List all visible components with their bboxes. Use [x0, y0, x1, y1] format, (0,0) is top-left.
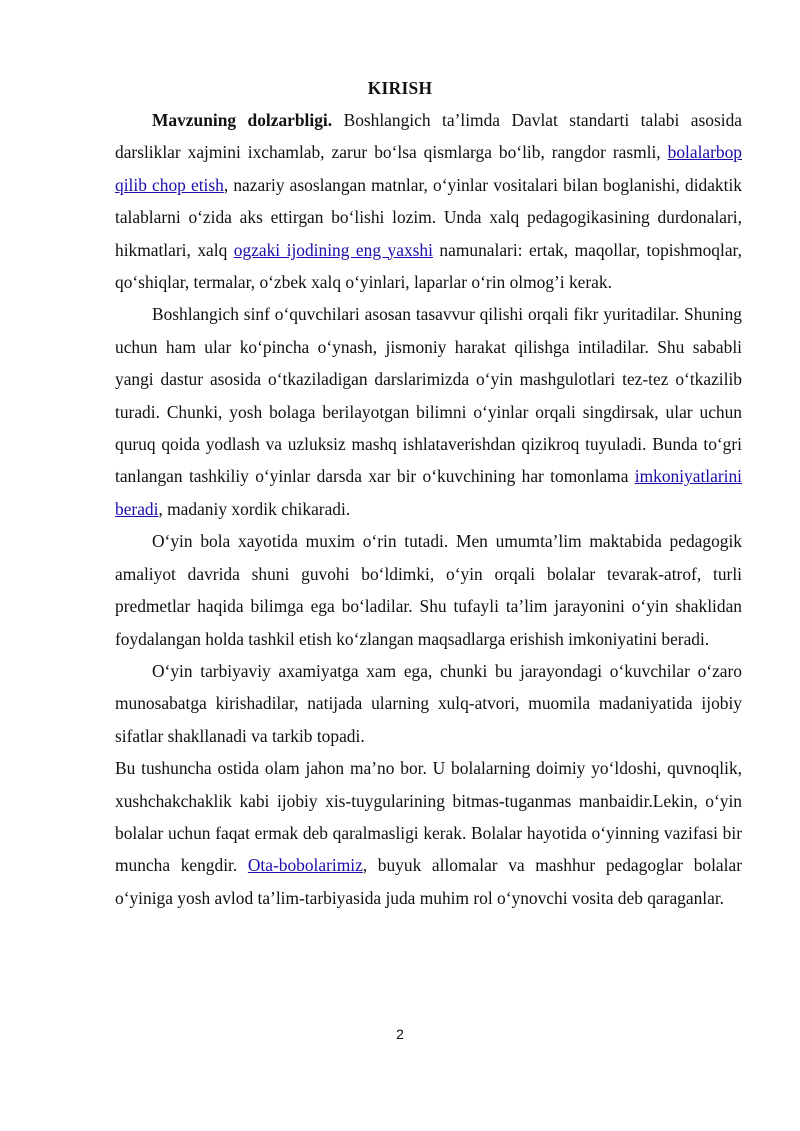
- document-body: [115, 104, 742, 914]
- paragraph-4: [115, 655, 742, 914]
- page-number: 2: [396, 1026, 404, 1042]
- paragraph-text: O‘yin tarbiyaviy axamiyatga xam ega, chunki bu jarayondagi o‘kuvchilar o‘zaro munosabatga kirishadilar, natijada ularning xulq-atvori, muomila madaniyatida ijobiy sifatlar shakllanadi va tarkib topadi.: [115, 660, 742, 746]
- paragraph-text: , nazariy asoslangan matnlar, o‘yinlar vositalari bilan boglanishi, didaktik talablarni o‘zida aks ettirgan bo‘lishi lozim. Unda xalq pedagogikasining durdonalari, hikmatlari, xalq: [115, 174, 742, 260]
- link-ota-bobolarimiz[interactable]: Ota-bobolarimiz: [247, 855, 363, 876]
- link-bolalarbop[interactable]: bolalarbop qilib chop etish: [115, 142, 742, 195]
- paragraph-text: namunalari: ertak, maqollar, topishmoqlar, qo‘shiqlar, termalar, o‘zbek xalq o‘yinlari, laparlar o‘rin olmog’i kerak.: [115, 239, 742, 293]
- paragraph-lead: Mavzuning dolzarbligi.: [152, 110, 333, 130]
- paragraph-text: , buyuk allomalar va mashhur pedagoglar bolalar o‘yiniga yosh avlod ta’lim-tarbiyasida juda muhim rol o‘ynovchi vosita deb qaraganlar.: [115, 855, 742, 908]
- paragraph-1: [115, 104, 742, 298]
- link-ogzaki-ijodi[interactable]: ogzaki ijodining eng yaxshi: [233, 239, 433, 260]
- paragraph-text: Boshlangich sinf o‘quvchilari asosan tasavvur qilishi orqali fikr yuritadilar. Shuning uchun ham ular ko‘pincha o‘ynash, jismoniy harakat qilishga intiladilar. Shu sababli yangi dastur asosida o‘tkaziladigan darslarimizda o‘yin mashgulotlari tez-tez o‘tkazilib turadi. Chunki, yosh bolaga berilayotgan bilimni o‘yinlar orqali singdirsak, ular uchun quruq qoida yodlash va uzluksiz mashq ishlataverishdan qizikroq tuyuladi. Bunda to‘gri tanlangan tashkiliy o‘yinlar darsda xar bir o‘kuvchining har tomonlama: [115, 304, 742, 487]
- paragraph-text: , madaniy xordik chikaradi.: [158, 498, 351, 519]
- paragraph-text: Boshlangich ta’limda Davlat standarti talabi asosida darsliklar xajmini ixchamlab, zarur bo‘lsa qismlarga bo‘lib, rangdor rasmli,: [115, 110, 742, 163]
- paragraph-2: [115, 298, 742, 525]
- paragraph-text: Bu tushuncha ostida olam jahon ma’no bor. U bolalarning doimiy yo‘ldoshi, quvnoqlik, xushchakchaklik kabi ijobiy xis-tuygularining bitmas-tuganmas manbaidir.Lekin, o‘yin bolalar uchun faqat ermak deb qaralmasligi kerak. Bolalar hayotida o‘yinning vazifasi bir muncha kengdir.: [115, 758, 742, 876]
- paragraph-3: O‘yin bola xayotida muxim o‘rin tutadi. Men umumta’lim maktabida pedagogik amaliyot davrida shuni guvohi bo‘ldimki, o‘yin orqali bolalar tevarak-atrof, turli predmetlar haqida bilimga ega bo‘ladilar. Shu tufayli ta’lim jarayonini o‘yin shaklidan foydalangan holda tashkil etish ko‘zlangan maqsadlarga erishish imkoniyatini beradi.: [115, 531, 742, 649]
- link-imkoniyatlarini[interactable]: imkoniyatlarini beradi: [115, 466, 742, 519]
- page-title: KIRISH: [367, 78, 433, 98]
